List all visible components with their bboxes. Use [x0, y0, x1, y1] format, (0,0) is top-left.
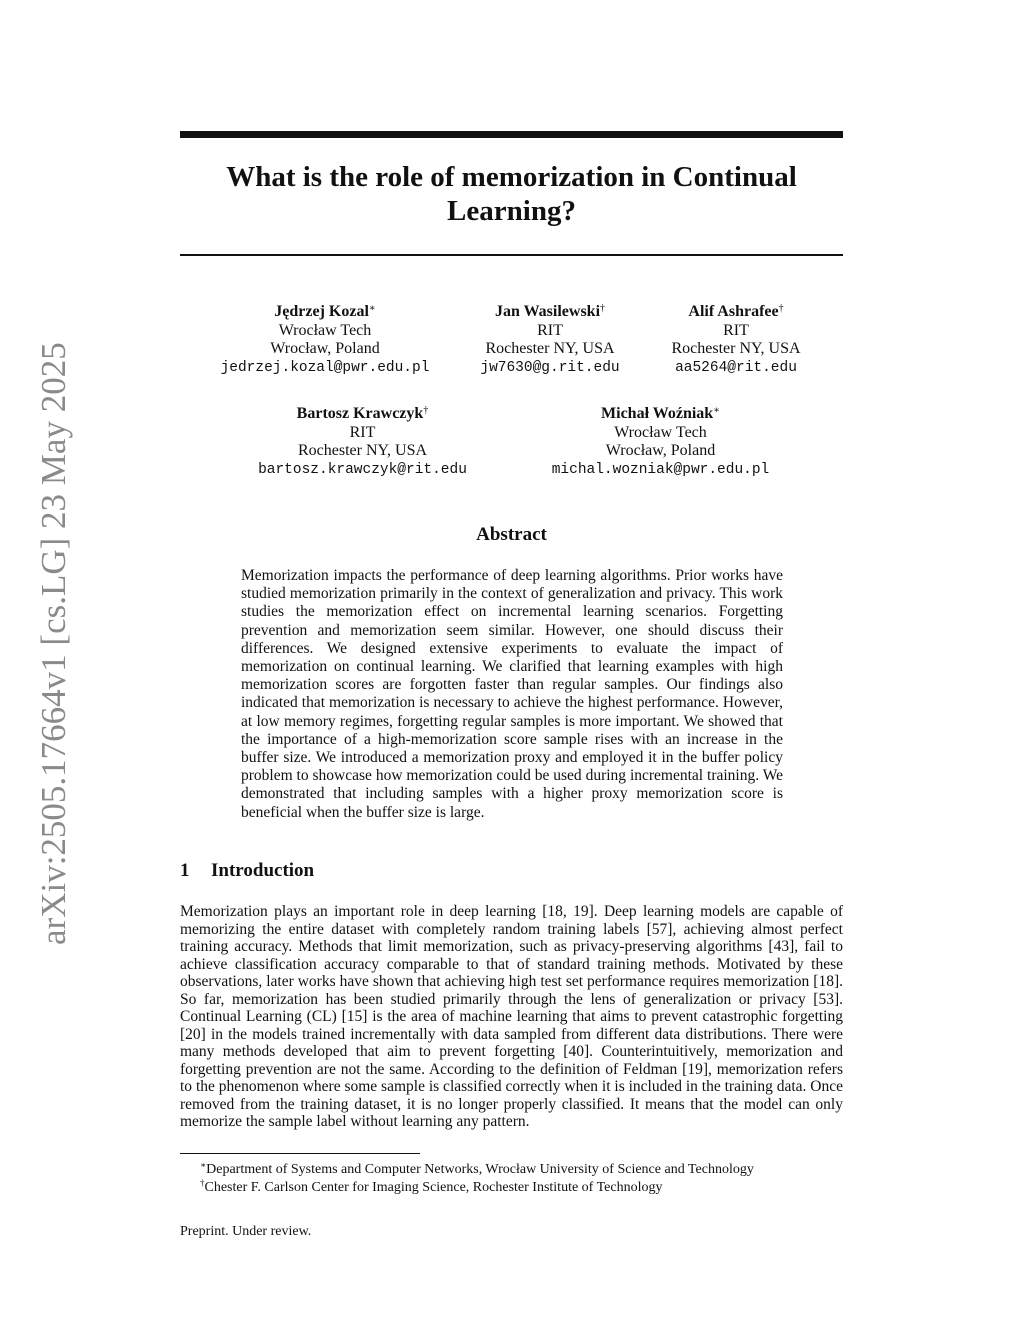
author-mark: ∗: [713, 405, 720, 416]
footnote-text: Chester F. Carlson Center for Imaging Science, Rochester Institute of Technology: [204, 1180, 663, 1195]
author-affiliation: RIT: [537, 321, 563, 339]
author-affiliation: RIT: [349, 423, 376, 441]
author-location: Wrocław, Poland: [605, 442, 716, 459]
section-heading: [180, 860, 680, 882]
author-block: [450, 300, 650, 377]
author-affiliation: RIT: [723, 321, 749, 339]
author-location: Rochester NY, USA: [297, 442, 428, 459]
author-email[interactable]: bartosz.krawczyk@rit.edu: [258, 461, 467, 478]
author-email[interactable]: jw7630@g.rit.edu: [480, 359, 620, 376]
title-rule-bottom: [180, 254, 843, 256]
abstract-text: Memorization impacts the performance of deep learning algorithms. Prior works have studied memorization primarily in the context of generalization and privacy. This work studies the memorization effect on incremental learning scenarios. Forgetting prevention and memorization seem similar. However, one should discuss their differences. We designed extensive experiments to evaluate the impact of memorization on continual learning. We clarified that learning examples with high memorization scores are forgotten faster than regular samples. Our findings also indicated that memorization is necessary to achieve the highest performance. However, at low memory regimes, forgetting regular samples is more important. We showed that the importance of a high-memorization score sample rises with an increase in the buffer size. We introduced a memorization proxy and employed it in the buffer policy problem to showcase how memorization could be used during incremental training. We demonstrated that including samples with a higher proxy memorization score is beneficial when the buffer size is large.: [241, 567, 783, 821]
author-affiliation: Wrocław Tech: [278, 321, 372, 339]
author-mark: †: [778, 303, 784, 314]
author-affiliation: Wrocław Tech: [614, 423, 707, 441]
author-name: Jędrzej Kozal: [274, 303, 369, 320]
footnote: [200, 1175, 840, 1196]
title-rule-top: [180, 131, 843, 138]
author-email[interactable]: michal.wozniak@pwr.edu.pl: [551, 461, 770, 478]
author-name: Jan Wasilewski: [494, 303, 601, 320]
arxiv-stamp: arXiv:2505.17664v1 [cs.LG] 23 May 2025: [34, 342, 73, 945]
author-block: [538, 402, 783, 479]
author-mark: ∗: [368, 303, 376, 314]
author-name: Michał Woźniak: [601, 405, 714, 422]
introduction-text: Memorization plays an important role in deep learning [18, 19]. Deep learning models are capable of memorizing the entire dataset with completely random training labels [57], achieving almost perfect training accuracy. Methods that limit memorization, such as privacy-preserving algorithms [43], fail to achieve classification accuracy comparable to that of standard training methods. Motivated by these observations, later works have shown that achieving high test set performance requires memorization [18]. So far, memorization has been studied primarily through the lens of generalization or privacy [53]. Continual Learning (CL) [15] is the area of machine learning that aims to prevent catastrophic forgetting [20] in the models trained incrementally with data sampled from different data distributions. There were many methods developed that aim to prevent forgetting [40]. Counterintuitively, memorization and forgetting prevention are not the same. According to the definition of Feldman [19], memorization refers to the phenomenon where some sample is classified correctly when it is included in the training data. Once removed from the training dataset, it is no longer properly classified. It means that the model can only memorize the sample label without learning any pattern.: [180, 903, 843, 1130]
footnote-rule: [180, 1153, 420, 1154]
author-location: Wrocław, Poland: [270, 340, 380, 357]
author-block: [245, 402, 480, 479]
paper-title: What is the role of memorization in Continual Learning?: [226, 161, 797, 227]
author-mark: †: [423, 405, 429, 416]
author-email[interactable]: jedrzej.kozal@pwr.edu.pl: [220, 359, 430, 376]
author-mark: †: [600, 303, 606, 314]
footnote-mark: ∗: [200, 1160, 207, 1170]
footnote-mark: †: [200, 1178, 205, 1188]
preprint-note: Preprint. Under review.: [180, 1224, 312, 1239]
author-block: [660, 300, 812, 377]
author-name: Alif Ashrafee: [688, 303, 779, 320]
section-title: Introduction: [211, 860, 315, 881]
abstract-heading: Abstract: [476, 524, 547, 545]
author-name: Bartosz Krawczyk: [296, 405, 424, 422]
footnote-text: Department of Systems and Computer Networks, Wrocław University of Science and Technology: [206, 1162, 754, 1177]
author-block: [205, 300, 445, 377]
author-location: Rochester NY, USA: [485, 340, 615, 357]
author-email[interactable]: aa5264@rit.edu: [675, 359, 797, 376]
section-number: 1: [180, 860, 190, 881]
author-location: Rochester NY, USA: [671, 340, 801, 357]
